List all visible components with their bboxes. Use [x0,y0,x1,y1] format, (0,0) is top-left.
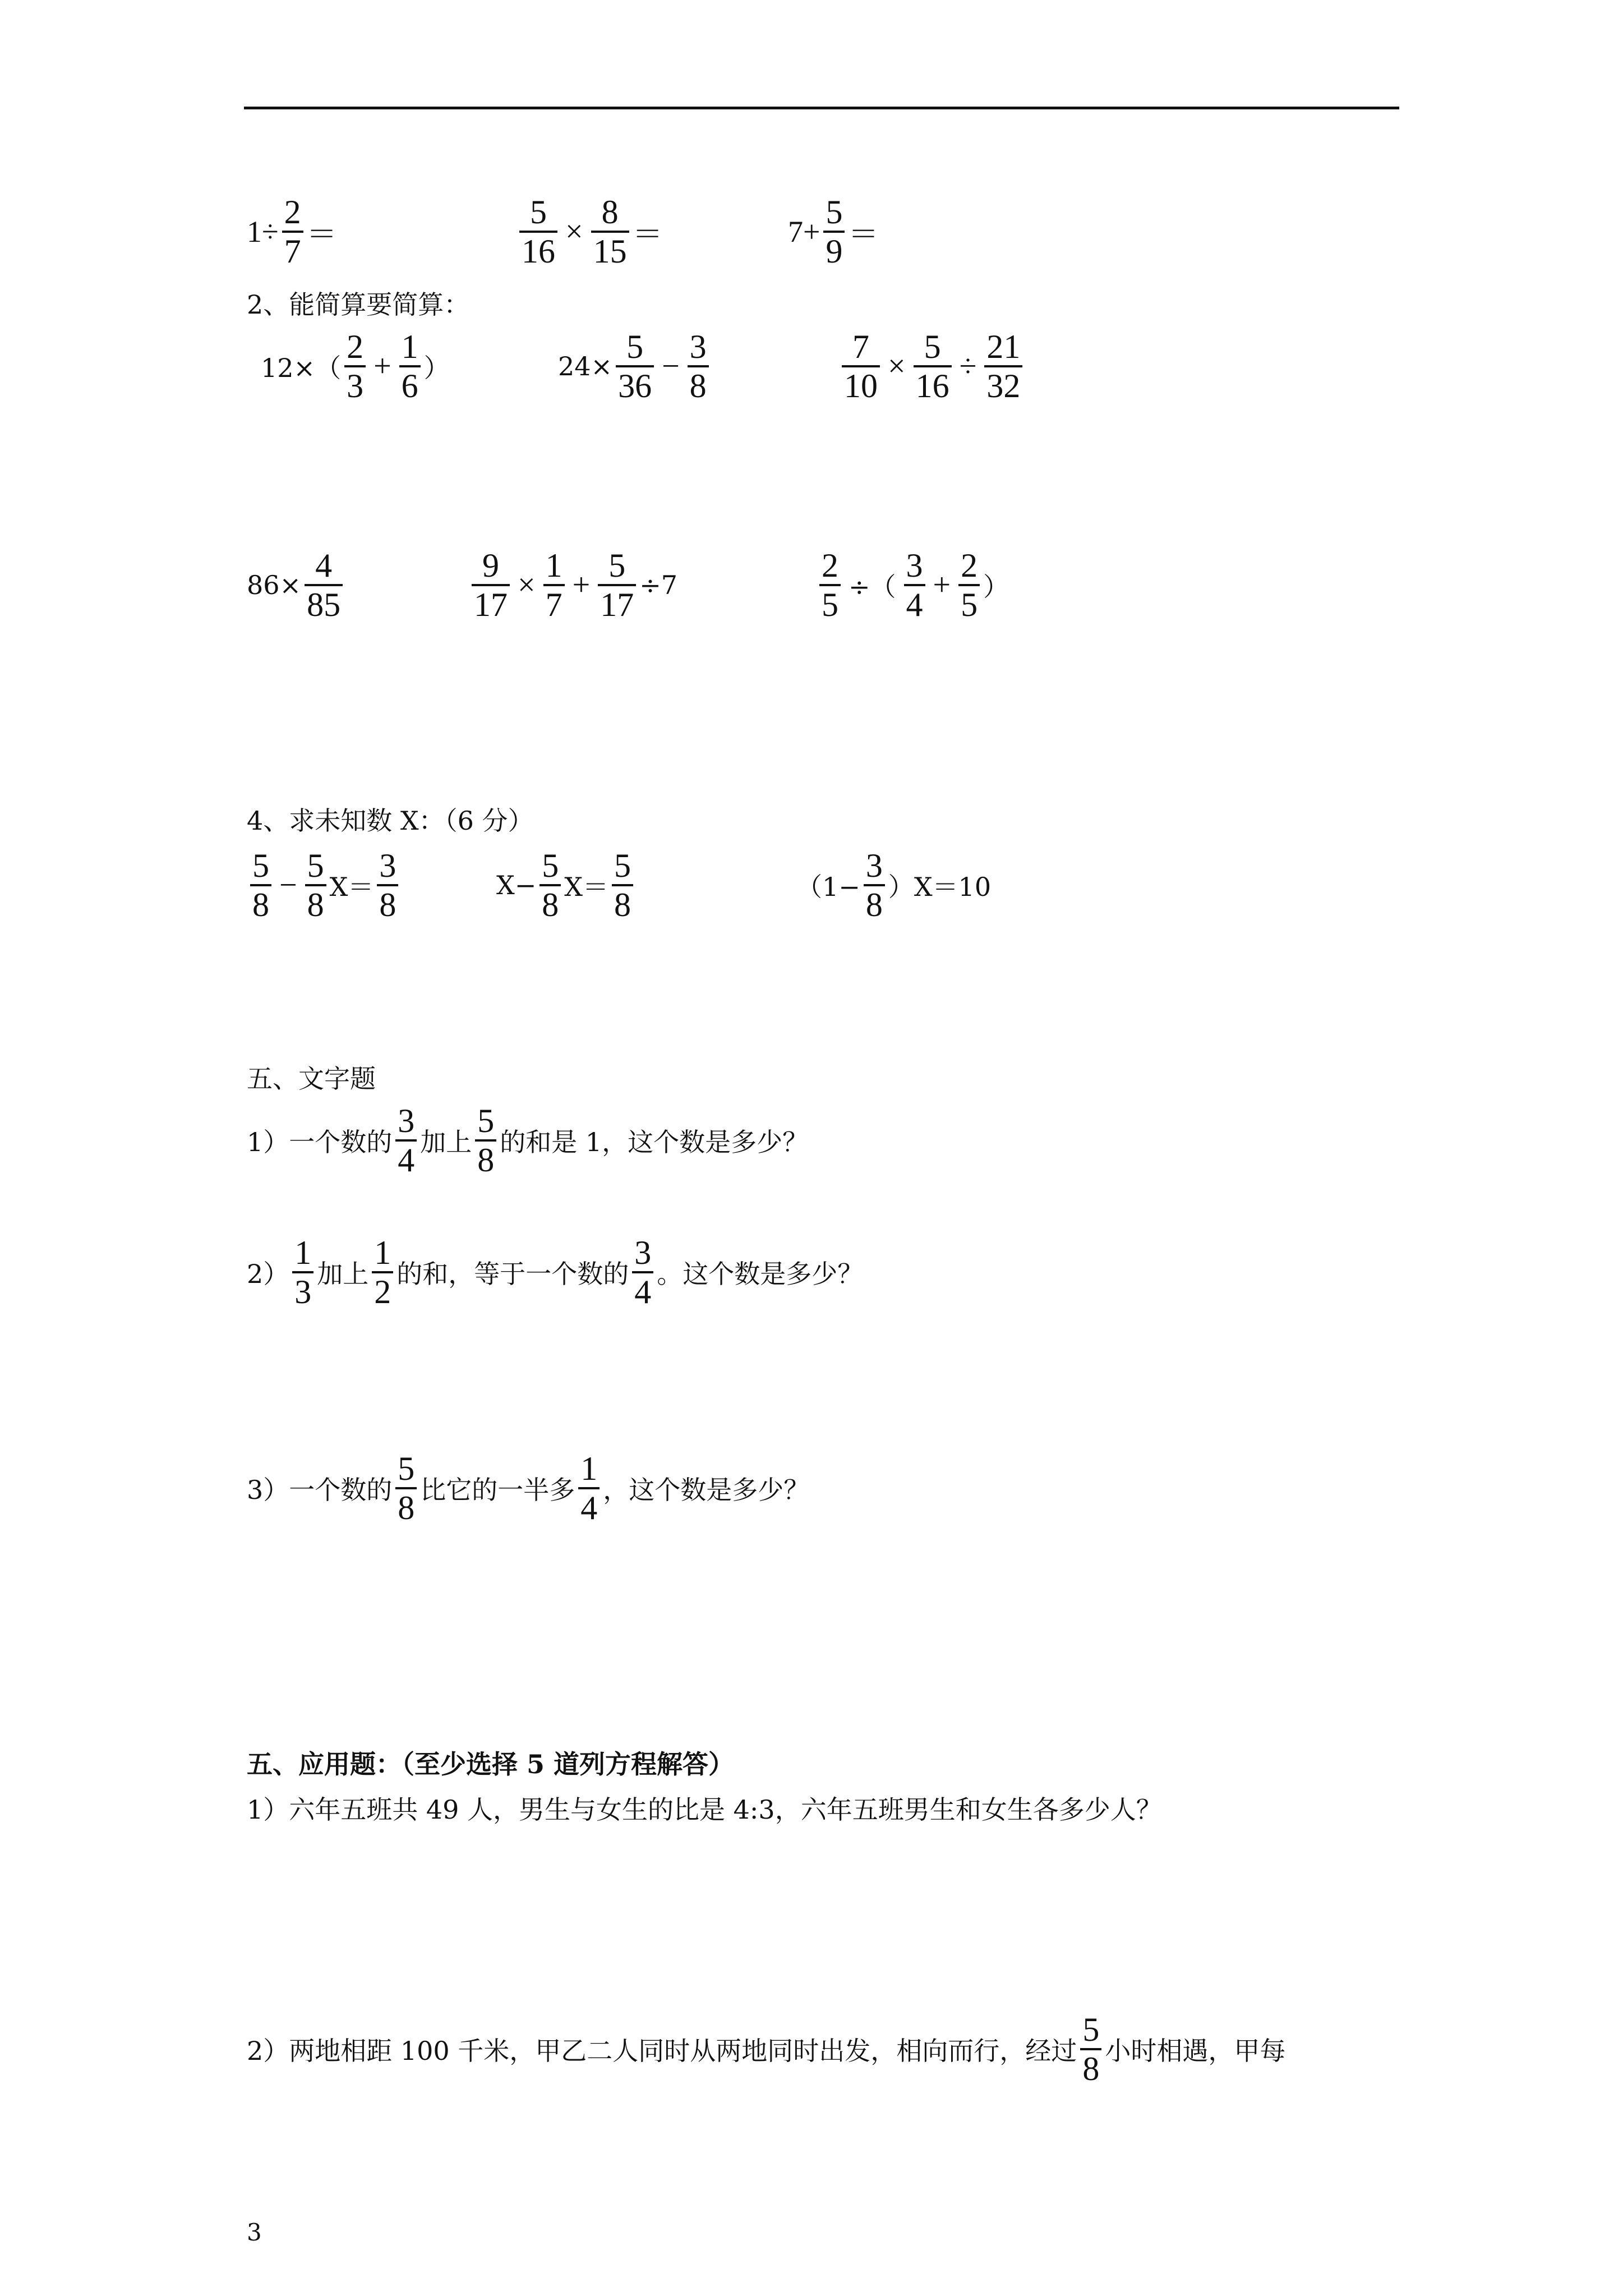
fraction: $\frac{5}{8}$ [305,847,326,923]
expr-lead: 7+ [788,215,820,249]
expr-1-div-2-7 [247,194,337,270]
fraction: $\frac{5}{17}$ [598,547,636,623]
fraction: $\frac{3}{8}$ [688,328,709,404]
fraction: $\frac{8}{15}$ [591,194,629,270]
fraction: $\frac{2}{5}$ [819,547,841,623]
word-problem-2: 2） $\frac{1}{3}$ 加上 $\frac{1}{2}$ 的和，等于一个数的 $\frac{3}{4}$ 。这个数是多少？ [247,1234,864,1310]
fraction: $\frac{3}{8}$ [864,847,885,923]
expr-lead: 1÷ [247,215,279,249]
fraction: $\frac{5}{8}$ [612,847,633,923]
section-2-title: 2、能简算要简算： [247,289,470,320]
fraction: $\frac{5}{16}$ [519,194,557,270]
fraction: $\frac{3}{4}$ [395,1102,417,1179]
calc-expr-6: $\frac{2}{5}$ ÷（ $\frac{3}{4}$ + $\frac{2}{5}$ ） [816,547,1009,623]
calc-expr-5: $\frac{9}{17}$ × $\frac{1}{7}$ + $\frac{5}{17}$ ÷7 [468,547,677,623]
fraction: $\frac{2}{5}$ [958,547,980,623]
calc-expr-1: 12×（ $\frac{2}{3}$ + $\frac{1}{6}$ ） [261,328,450,404]
equals-sign: ＝ [632,217,663,251]
equals-sign: ＝ [306,217,337,251]
equation-3: （1− $\frac{3}{8}$ ）X＝10 [796,847,992,923]
word-problem-1: 1）一个数的 $\frac{3}{4}$ 加上 $\frac{5}{8}$ 的和是 1，这个数是多少？ [247,1102,809,1179]
fraction: $\frac{9}{17}$ [472,547,510,623]
equation-2: X− $\frac{5}{8}$ X＝ $\frac{5}{8}$ [496,847,637,923]
fraction: $\frac{1}{3}$ [292,1234,313,1310]
fraction: $\frac{4}{85}$ [305,547,343,623]
fraction: $\frac{1}{7}$ [543,547,565,623]
equals-sign: ＝ [848,217,879,251]
application-problem-2: 2）两地相距 100 千米，甲乙二人同时从两地同时出发，相向而行，经过 $\frac{5}{8}$ 小时相遇，甲每 [247,2011,1286,2087]
fraction: $\frac{5}{8}$ [395,1450,417,1526]
page-number: 3 [247,2219,262,2246]
fraction: $\frac{5}{16}$ [914,328,952,404]
fraction: $\frac{1}{2}$ [372,1234,393,1310]
fraction: $\frac{3}{4}$ [904,547,925,623]
calc-expr-2: 24× $\frac{5}{36}$ − $\frac{3}{8}$ [558,328,712,404]
word-problem-3: 3）一个数的 $\frac{5}{8}$ 比它的一半多 $\frac{1}{4}$ ，这个数是多少？ [247,1450,810,1526]
fraction: $\frac{5}{9}$ [823,194,845,270]
fraction: $\frac{1}{4}$ [578,1450,600,1526]
fraction: $\frac{1}{6}$ [399,328,421,404]
application-problem-1: 1）六年五班共 49 人，男生与女生的比是 4:3，六年五班男生和女生各多少人？ [247,1795,1162,1825]
equation-1: $\frac{5}{8}$ − $\frac{5}{8}$ X＝ $\frac{3}{8}$ [247,847,402,923]
fraction: $\frac{5}{8}$ [540,847,561,923]
section-5-title: 五、文字题 [247,1064,376,1094]
header-rule [244,107,1399,109]
fraction: $\frac{3}{4}$ [632,1234,653,1310]
fraction: $\frac{5}{8}$ [250,847,271,923]
section-4-title: 4、求未知数 X：（6 分） [247,806,534,836]
fraction: $\frac{3}{8}$ [377,847,398,923]
fraction: $\frac{21}{32}$ [984,328,1022,404]
calc-expr-4: 86× $\frac{4}{85}$ [247,547,346,623]
fraction: $\frac{2}{7}$ [282,194,303,270]
fraction: $\frac{5}{36}$ [616,328,654,404]
expr-5-16-times-8-15 [516,194,663,270]
section-6-title: 五、应用题：（至少选择 5 道列方程解答） [247,1749,735,1779]
expr-7-plus-5-9 [788,194,878,270]
fraction: $\frac{5}{8}$ [475,1102,496,1179]
fraction: $\frac{7}{10}$ [842,328,880,404]
fraction: $\frac{2}{3}$ [344,328,366,404]
calc-expr-3: $\frac{7}{10}$ × $\frac{5}{16}$ ÷ $\frac{21}{32}$ [838,328,1026,404]
fraction: $\frac{5}{8}$ [1080,2011,1101,2087]
operator: × [565,214,583,249]
